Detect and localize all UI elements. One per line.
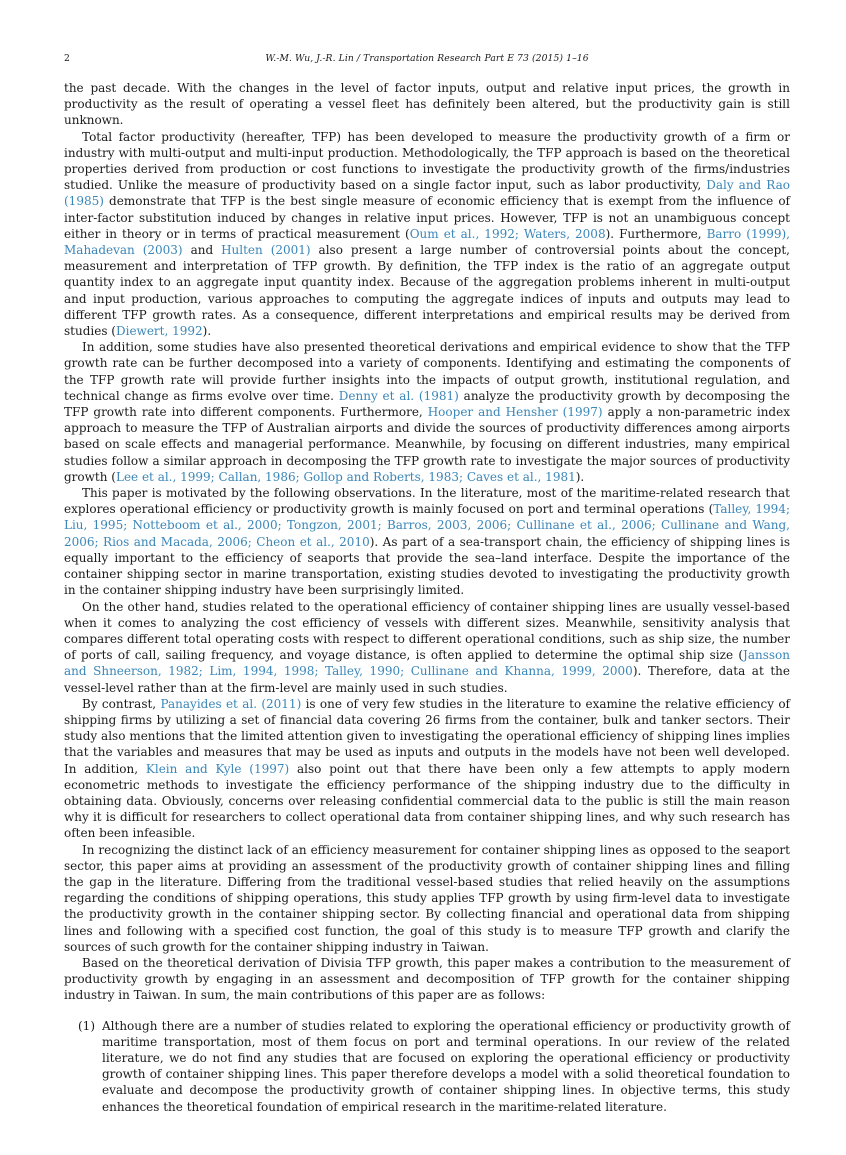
citation-link[interactable]: Hulten (2001): [221, 243, 311, 258]
paragraph-text: ).: [575, 469, 585, 484]
body-paragraph: [64, 129, 790, 340]
body-paragraph: [64, 599, 790, 696]
paragraph-text: In recognizing the distinct lack of an efficiency measurement for container shipping lines as opposed to the seaport sector, this paper aims at providing an assessment of the productivity growth of container shipping lines and filling the gap in the literature. Differing from the traditional vessel-based studies that relied heavily on the assumptions regarding the conditions of shipping operations, this study applies TFP growth by using firm-level data to investigate the productivity growth in the container shipping sector. By collecting financial and operational data from shipping lines and following with a specified cost function, the goal of this study is to measure TFP growth and clarify the sources of such growth for the container shipping industry in Taiwan.: [64, 842, 790, 954]
body-paragraph: [64, 485, 790, 598]
body-paragraph: [64, 80, 790, 129]
paragraph-text: analyze the productivity growth by decomposing the TFP growth rate into different components. Furthermore,: [64, 388, 790, 420]
contribution-list: [64, 1018, 790, 1115]
page-number: 2: [64, 53, 70, 64]
body-paragraph: [64, 842, 790, 955]
paragraph-text: ).: [202, 324, 212, 339]
paragraph-text: is one of very few studies in the literature to examine the relative efficiency of shipping firms by utilizing a set of financial data covering 26 firms from the container, bulk and tanker sectors. Their study also mentions that the limited attention given to investigating the operational efficiency of shipping lines implies that the variables and measures that may be used as inputs and outputs in the models have not been well developed. In addition,: [64, 696, 790, 776]
citation-link[interactable]: Daly and Rao (1985): [64, 178, 790, 209]
citation-link[interactable]: Hooper and Hensher (1997): [427, 405, 603, 420]
running-head: [64, 53, 790, 67]
citation-link[interactable]: Barro (1999), Mahadevan (2003): [64, 226, 790, 258]
citation-link[interactable]: Oum et al., 1992; Waters, 2008: [409, 226, 606, 241]
paragraph-text: Total factor productivity (hereafter, TFP) has been developed to measure the productivity growth of a firm or industry with multi-output and multi-input production. Methodologically, the TFP approach is based on the theoretical properties derived from production or cost functions to investigate the productivity growth of the firms/industries studied. Unlike the measure of productivity based on a single factor input, such as labor productivity,: [64, 129, 790, 193]
paragraph-text: also present a large number of controversial points about the concept, measurement and interpretation of TFP growth. By definition, the TFP index is the ratio of an aggregate output quantity index to an aggregate input quantity index. Because of the aggregation problems inherent in multi-output and input production, various approaches to computing the aggregate indices of inputs and outputs may lead to different TFP growth rates. As a consequence, different interpretations and empirical results may be derived from studies (: [64, 243, 790, 339]
citation-link[interactable]: Talley, 1994; Liu, 1995; Notteboom et al., 2000; Tongzon, 2001; Barros, 2003, 2006; Cullinane et al., 2006; Cullinane and Wang, 2006; Rios and Macada, 2006; Cheon et al., 2010: [64, 502, 790, 549]
paragraph-text: ). Furthermore,: [605, 226, 707, 241]
contribution-text: Although there are a number of studies related to exploring the operational efficiency or productivity growth of maritime transportation, most of them focus on port and terminal operations. In our review of the related literature, we do not find any studies that are focused on exploring the operational efficiency or productivity growth of container shipping lines. This paper therefore develops a model with a solid theoretical foundation to evaluate and decompose the productivity growth of container shipping lines. In objective terms, this study enhances the theoretical foundation of empirical research in the maritime-related literature.: [102, 1018, 790, 1114]
paragraph-text: also point out that there have been only a few attempts to apply modern econometric methods to investigate the efficiency performance of the shipping industry due to the difficulty in obtaining data. Obviously, concerns over releasing confidential commercial data to the public is still the main reason why it is difficult for researchers to collect operational data from container shipping lines, and why such research has often been infeasible.: [64, 761, 790, 841]
paragraph-text: This paper is motivated by the following observations. In the literature, most of the maritime-related research that explores operational efficiency or productivity growth is mainly focused on port and terminal operations (: [64, 486, 790, 517]
citation-link[interactable]: Panayides et al. (2011): [160, 696, 302, 711]
body-paragraph: [64, 696, 790, 842]
paragraph-list: [64, 80, 790, 1004]
paragraph-text: and: [182, 243, 222, 258]
paragraph-text: In addition, some studies have also presented theoretical derivations and empirical evidence to show that the TFP growth rate can be further decomposed into a variety of components. Identifying and estimating the components of the TFP growth rate will provide further insights into the impacts of output growth, institutional regulation, and technical change as firms evolve over time.: [64, 340, 790, 403]
paragraph-text: On the other hand, studies related to the operational efficiency of container shipping lines are usually vessel-based when it comes to analyzing the cost efficiency of vessels with different sizes. Meanwhile, sensitivity analysis that compares different total operating costs with respect to different operational conditions, such as ship size, the number of ports of call, sailing frequency, and voyage distance, is often applied to determine the optimal ship size (: [64, 599, 790, 663]
paragraph-text: By contrast,: [82, 696, 161, 711]
body-paragraph: [64, 339, 790, 485]
citation-link[interactable]: Diewert, 1992: [115, 324, 203, 339]
body-paragraph: [64, 955, 790, 1004]
contribution-number: (1): [78, 1018, 95, 1033]
citation-link[interactable]: Jansson and Shneerson, 1982; Lim, 1994, 1998; Talley, 1990; Cullinane and Khanna, 1999, 2000: [64, 648, 790, 679]
contribution-item: [78, 1018, 790, 1115]
paragraph-text: Based on the theoretical derivation of Divisia TFP growth, this paper makes a contribution to the measurement of productivity growth by engaging in an assessment and decomposition of TFP growth for the container shipping industry in Taiwan. In sum, the main contributions of this paper are as follows:: [64, 955, 790, 1003]
article-page: [64, 0, 790, 1155]
citation-link[interactable]: Denny et al. (1981): [338, 388, 459, 403]
citation-link[interactable]: Klein and Kyle (1997): [145, 761, 290, 776]
paragraph-text: apply a non-parametric index approach to measure the TFP of Australian airports and divide the sources of productivity differences among airports based on scale effects and managerial performance. Meanwhile, by focusing on different industries, many empirical studies follow a similar approach in decomposing the TFP growth rate to investigate the major sources of productivity growth (: [64, 405, 790, 484]
paragraph-text: the past decade. With the changes in the level of factor inputs, output and relative input prices, the growth in productivity as the result of operating a vessel fleet has definitely been altered, but the productivity gain is still unknown.: [64, 81, 790, 128]
paragraph-text: ). As part of a sea-transport chain, the efficiency of shipping lines is equally important to the efficiency of seaports that provide the sea–land interface. Despite the importance of the container shipping sector in marine transportation, existing studies devoted to investigating the productivity growth in the container shipping industry have been surprisingly limited.: [64, 534, 791, 598]
citation-link[interactable]: Lee et al., 1999; Callan, 1986; Gollop and Roberts, 1983; Caves et al., 1981: [115, 469, 576, 484]
paragraph-text: demonstrate that TFP is the best single measure of economic efficiency that is exempt from the influence of inter-factor substitution induced by changes in relative input prices. However, TFP is not an unambiguous concept either in theory or in terms of practical measurement (: [64, 194, 790, 241]
article-body: [64, 80, 790, 1115]
paragraph-text: ). Therefore, data at the vessel-level rather than at the firm-level are mainly used in such studies.: [64, 664, 791, 695]
journal-reference: W.-M. Wu, J.-R. Lin / Transportation Research Part E 73 (2015) 1–16: [265, 53, 589, 64]
